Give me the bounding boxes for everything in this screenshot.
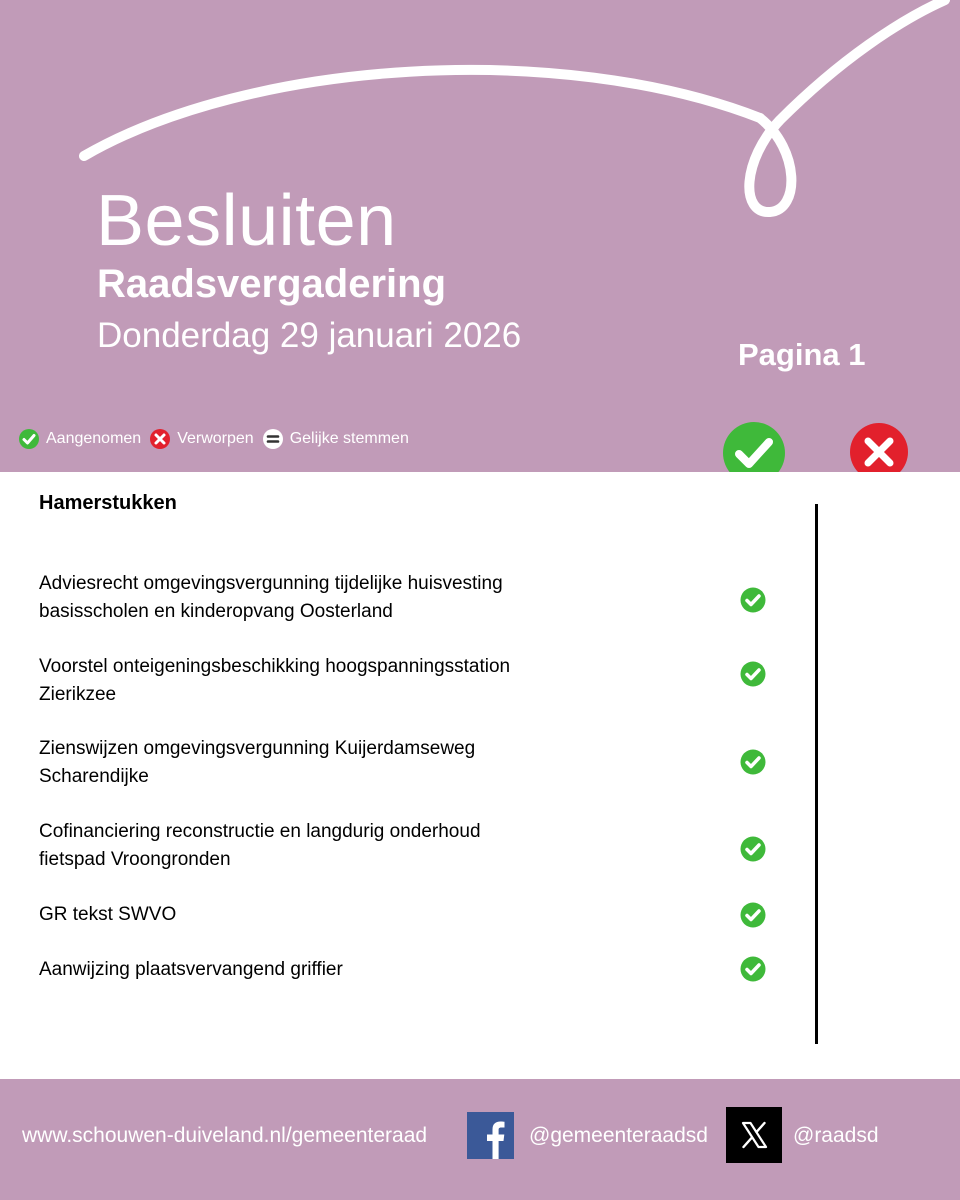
header-banner: [0, 0, 960, 472]
check-circle-icon: [740, 661, 766, 687]
list-item: [39, 570, 579, 626]
list-item: [39, 735, 579, 791]
item-line-1: Aanwijzing plaatsvervangend griffier: [39, 959, 343, 980]
check-circle-icon: [18, 428, 40, 450]
column-divider: [815, 504, 818, 1044]
legend-tied-label: Gelijke stemmen: [289, 430, 409, 447]
item-line-1: Zienswijzen omgevingsvergunning Kuijerdamseweg: [39, 738, 476, 759]
page-subtitle: Raadsvergadering: [97, 262, 447, 306]
item-line-1: GR tekst SWVO: [39, 904, 177, 925]
item-line-2: Zierikzee: [39, 684, 117, 705]
check-circle-icon: [740, 956, 766, 982]
equals-circle-icon: [262, 428, 284, 450]
list-item: [39, 901, 579, 929]
check-circle-icon: [740, 749, 766, 775]
decisions-list: [0, 472, 960, 1079]
check-circle-icon: [740, 836, 766, 862]
item-line-1: Adviesrecht omgevingsvergunning tijdelijke huisvesting: [39, 573, 503, 594]
facebook-icon[interactable]: [467, 1112, 514, 1159]
check-circle-icon: [740, 587, 766, 613]
legend-rejected: [149, 428, 254, 450]
list-item: [39, 818, 579, 874]
page-title: Besluiten: [96, 181, 397, 261]
legend-accepted: [18, 428, 141, 450]
legend-rejected-label: Verworpen: [177, 430, 254, 447]
legend-tied: [262, 428, 409, 450]
legend: [18, 428, 417, 450]
facebook-handle[interactable]: @gemeenteraadsd: [529, 1124, 708, 1147]
x-logo-icon[interactable]: [726, 1107, 782, 1163]
list-item: [39, 653, 579, 709]
item-line-1: Voorstel onteigeningsbeschikking hoogspanningsstation: [39, 656, 511, 677]
item-line-1: Cofinanciering reconstructie en langdurig onderhoud: [39, 821, 481, 842]
footer: [0, 1079, 960, 1200]
page-label: Pagina 1: [738, 337, 866, 372]
item-line-2: fietspad Vroongronden: [39, 849, 231, 870]
list-item: [39, 956, 579, 984]
meeting-date: Donderdag 29 januari 2026: [97, 316, 522, 355]
item-line-2: basisscholen en kinderopvang Oosterland: [39, 601, 393, 622]
item-line-2: Scharendijke: [39, 766, 149, 787]
website-link[interactable]: www.schouwen-duiveland.nl/gemeenteraad: [22, 1124, 428, 1147]
section-title: Hamerstukken: [39, 492, 177, 514]
legend-accepted-label: Aangenomen: [46, 430, 142, 447]
x-handle[interactable]: @raadsd: [793, 1124, 879, 1147]
cross-circle-icon: [149, 428, 171, 450]
check-circle-icon: [740, 902, 766, 928]
